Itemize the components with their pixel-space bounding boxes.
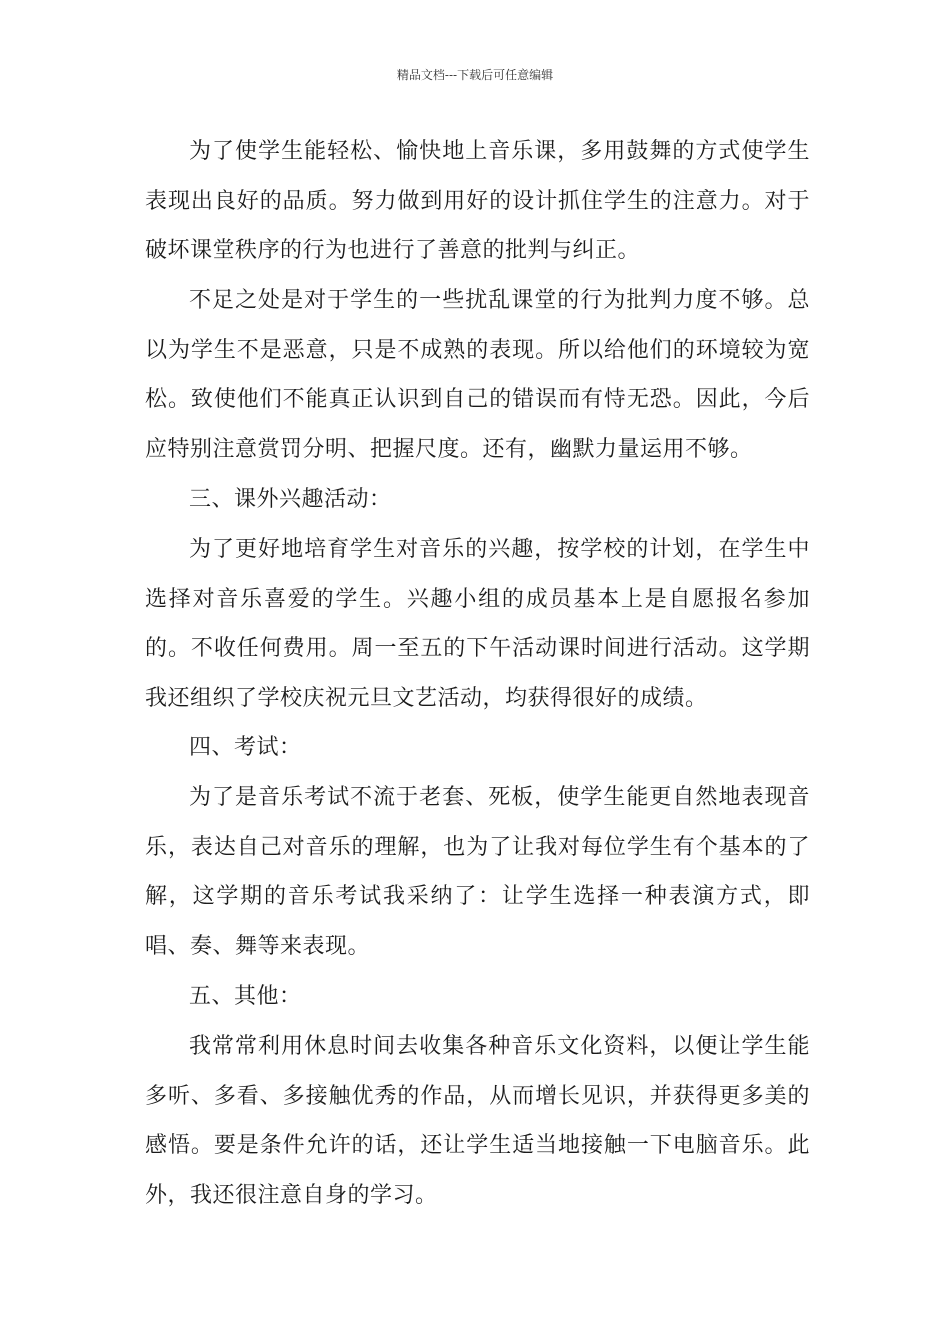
page-header: 精品文档---下载后可任意编辑 bbox=[396, 68, 554, 82]
paragraph-shortcomings: 不足之处是对于学生的一些扰乱课堂的行为批判力度不够。总以为学生不是恶意，只是不成熟的表现。所以给他们的环境较为宽松。致使他们不能真正认识到自己的错误而有恃无恐。因此，今后应特别注意赏罚分明、把握尺度。还有，幽默力量运用不够。 bbox=[145, 288, 810, 462]
paragraph-other: 我常常利用休息时间去收集各种音乐文化资料，以便让学生能多听、多看、多接触优秀的作品，从而增长见识，并获得更多美的感悟。要是条件允许的话，还让学生适当地接触一下电脑音乐。此外，我还很注意自身的学习。 bbox=[145, 1034, 810, 1208]
paragraph-exam: 为了是音乐考试不流于老套、死板，使学生能更自然地表现音乐，表达自己对音乐的理解，也为了让我对每位学生有个基本的了解，这学期的音乐考试我采纳了：让学生选择一种表演方式，即唱、奏、舞等来表现。 bbox=[145, 785, 810, 959]
section-heading-exam: 四、考试： bbox=[189, 735, 302, 760]
section-heading-other: 五、其他： bbox=[189, 984, 302, 1009]
paragraph-classroom-encouragement: 为了使学生能轻松、愉快地上音乐课，多用鼓舞的方式使学生表现出良好的品质。努力做到用好的设计抓住学生的注意力。对于破坏课堂秩序的行为也进行了善意的批判与纠正。 bbox=[145, 139, 810, 264]
paragraph-interest-activities: 为了更好地培育学生对音乐的兴趣，按学校的计划，在学生中选择对音乐喜爱的学生。兴趣小组的成员基本上是自愿报名参加的。不收任何费用。周一至五的下午活动课时间进行活动。这学期我还组织了学校庆祝元旦文艺活动，均获得很好的成绩。 bbox=[145, 537, 810, 711]
section-heading-extracurricular: 三、课外兴趣活动： bbox=[189, 487, 392, 512]
